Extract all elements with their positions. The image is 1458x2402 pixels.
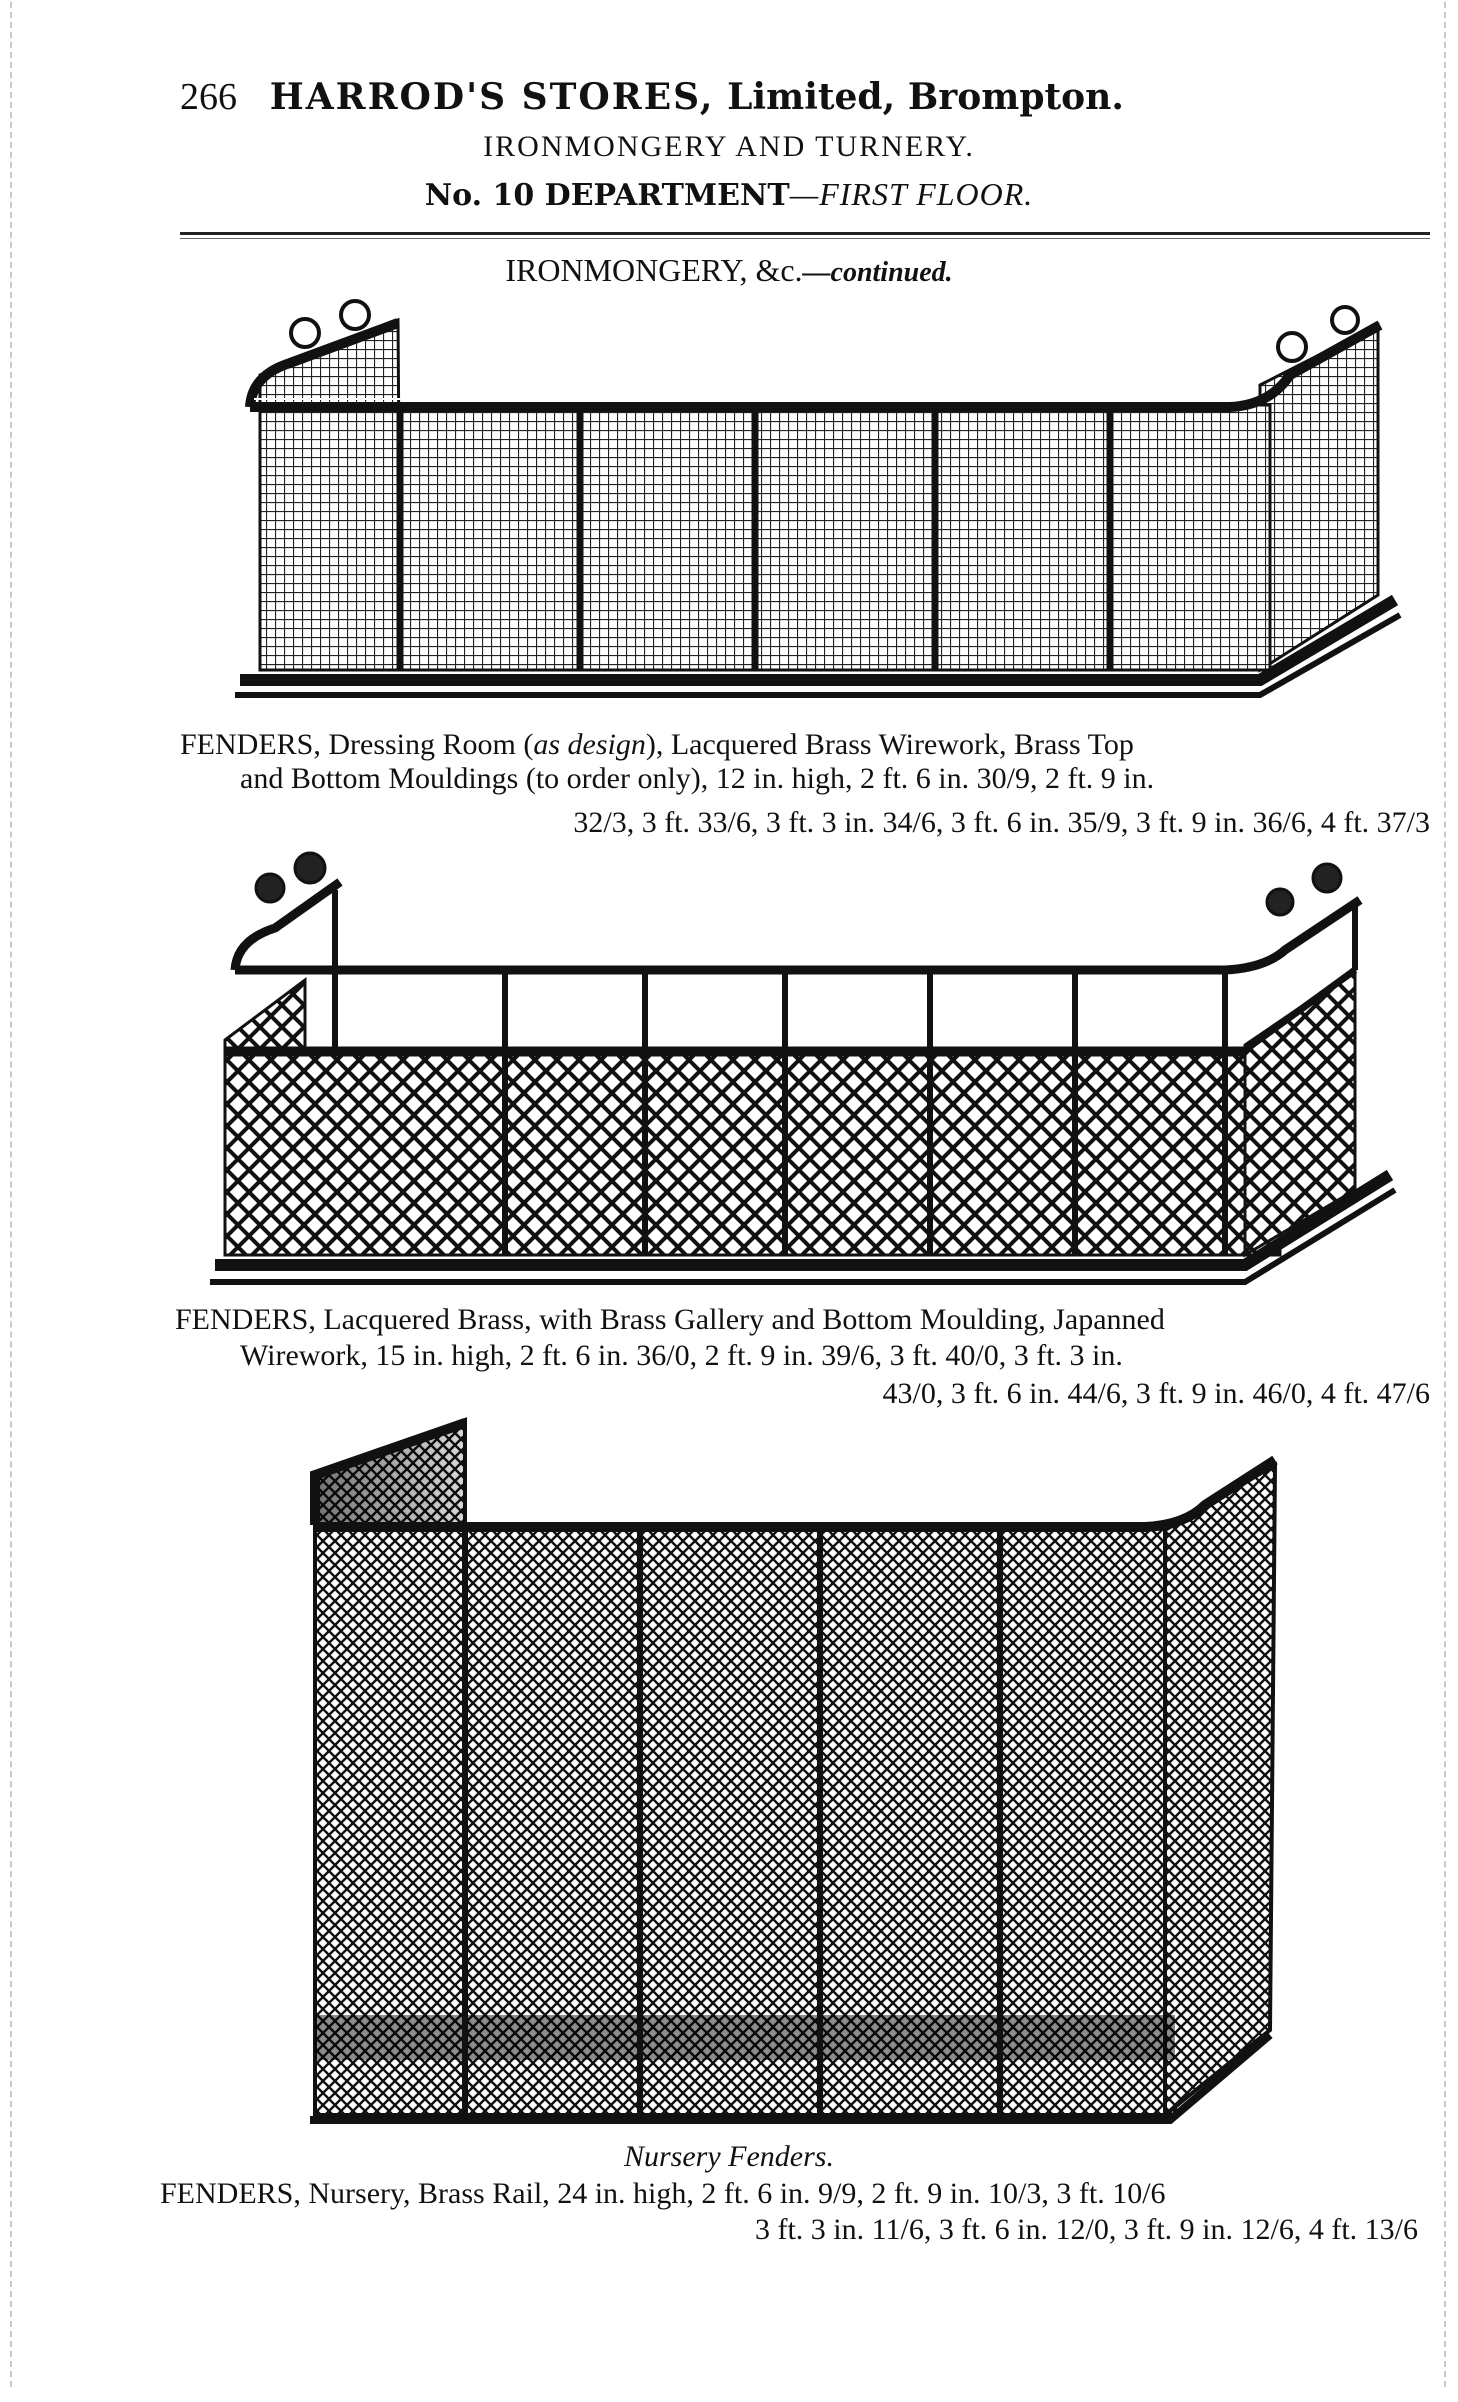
- subsection-title: [0, 252, 1458, 289]
- item-3-caption-line-2: 3 ft. 3 in. 11/6, 3 ft. 6 in. 12/0, 3 ft. 9 in. 12/6, 4 ft. 13/6: [754, 2213, 1418, 2246]
- header-divider: [180, 232, 1430, 235]
- item-1-caption-line-2: and Bottom Mouldings (to order only), 12 in. high, 2 ft. 6 in. 30/9, 2 ft. 9 in.: [240, 762, 1155, 795]
- item-2-caption-line-1: FENDERS, Lacquered Brass, with Brass Gallery and Bottom Moulding, Japanned: [175, 1303, 1165, 1336]
- subsection-label: IRONMONGERY, &c.: [505, 252, 803, 288]
- department-line: [0, 176, 1458, 213]
- section-title: IRONMONGERY AND TURNERY.: [483, 130, 975, 163]
- item-2-caption-line-3: 43/0, 3 ft. 6 in. 44/6, 3 ft. 9 in. 46/0, 4 ft. 47/6: [882, 1377, 1430, 1410]
- item-2-caption-line-2: Wirework, 15 in. high, 2 ft. 6 in. 36/0, 2 ft. 9 in. 39/6, 3 ft. 40/0, 3 ft. 3 in.: [240, 1339, 1123, 1372]
- item-3-caption-line-1: FENDERS, Nursery, Brass Rail, 24 in. high, 2 ft. 6 in. 9/9, 2 ft. 9 in. 10/3, 3 ft. 10/6: [160, 2177, 1166, 2210]
- store-location: Brompton.: [907, 76, 1124, 118]
- store-limited: Limited,: [727, 76, 896, 118]
- item-1-caption-line-1: FENDERS, Dressing Room (as design), Lacquered Brass Wirework, Brass Top: [180, 728, 1134, 761]
- department-name: No. 10 DEPARTMENT: [424, 178, 790, 213]
- nursery-fender-engraving: [305, 1415, 1280, 2135]
- nursery-illustration-title: Nursery Fenders.: [624, 2140, 834, 2173]
- department-floor: —FIRST FLOOR.: [789, 176, 1034, 212]
- header-divider-thin: [180, 238, 1430, 239]
- dressing-room-fender-engraving: [230, 295, 1410, 725]
- gallery-fender-engraving: [205, 840, 1400, 1300]
- subsection-continued: —continued.: [802, 257, 953, 288]
- store-name: HARROD'S STORES,: [269, 76, 715, 118]
- item-1-caption-line-3: 32/3, 3 ft. 33/6, 3 ft. 3 in. 34/6, 3 ft. 6 in. 35/9, 3 ft. 9 in. 36/6, 4 ft. 37/3: [573, 806, 1430, 839]
- page-number: 266: [180, 76, 237, 118]
- page-header: [180, 68, 1400, 125]
